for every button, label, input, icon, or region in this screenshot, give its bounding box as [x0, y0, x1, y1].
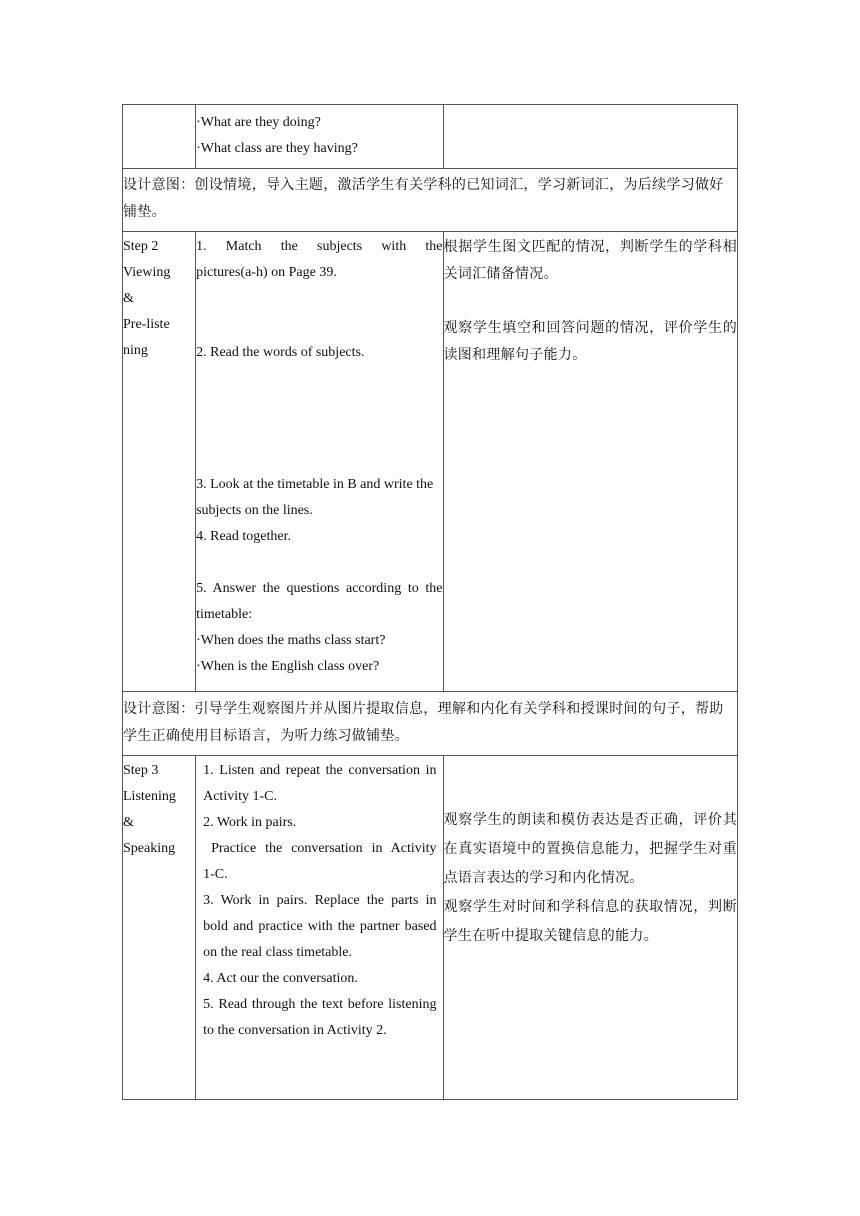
activity-cell — [196, 105, 443, 169]
table-row — [123, 692, 738, 756]
step-label-line: Pre-liste — [123, 317, 170, 332]
step-label-cell — [123, 756, 196, 1100]
activity-item: on the real class timetable. — [203, 945, 352, 960]
activity-question: ·What are they doing? — [196, 115, 321, 130]
activity-item: 3. Look at the timetable in B and write the — [196, 477, 434, 492]
activity-item: 5. Answer the questions according to the — [196, 581, 443, 596]
table-row — [123, 105, 738, 169]
assessment-text: 根据学生图文匹配的情况，判断学生的学科相关词汇储备情况。 — [443, 239, 737, 282]
assessment-text: 观察学生的朗读和模仿表达是否正确，评价其在真实语境中的置换信息能力，把握学生对重点语言表达的学习和内化情况。 — [443, 812, 737, 886]
activity-item: 3. Work in pairs. Replace the parts in — [203, 893, 437, 908]
lesson-plan-table — [122, 104, 738, 1100]
assessment-cell — [443, 232, 738, 692]
step-label-cell — [123, 232, 196, 692]
activity-cell — [196, 756, 443, 1100]
activity-item: timetable: — [196, 607, 253, 622]
activity-item: 4. Act our the conversation. — [203, 971, 358, 986]
step-label-line: Step 3 — [123, 763, 159, 778]
activity-item: 1-C. — [203, 867, 228, 882]
step-label-line: Viewing — [123, 265, 171, 280]
activity-item: 2. Work in pairs. — [203, 815, 297, 830]
activity-item: bold and practice with the partner based — [203, 919, 437, 934]
step-cell-empty — [123, 105, 196, 169]
table-row — [123, 756, 738, 1100]
design-intent: 设计意图：引导学生观察图片并从图片提取信息，理解和内化有关学科和授课时间的句子，帮助学生正确使用目标语言，为听力练习做铺垫。 — [123, 692, 738, 756]
activity-item: 5. Read through the text before listening — [203, 997, 437, 1012]
activity-question: ·When does the maths class start? — [196, 633, 386, 648]
activity-item: pictures(a-h) on Page 39. — [196, 265, 337, 280]
assessment-cell — [443, 756, 738, 1100]
activity-item: 2. Read the words of subjects. — [196, 345, 365, 360]
step-label-line: ning — [123, 343, 148, 358]
step-label-line: Listening — [123, 789, 176, 804]
activity-question: ·What class are they having? — [196, 141, 358, 156]
activity-cell — [196, 232, 443, 692]
design-intent: 设计意图：创设情境，导入主题，激活学生有关学科的已知词汇，学习新词汇，为后续学习做好铺垫。 — [123, 169, 738, 232]
table-row — [123, 232, 738, 692]
activity-item: Activity 1-C. — [203, 789, 277, 804]
activity-item: subjects on the lines. — [196, 503, 313, 518]
step-label-line: Step 2 — [123, 239, 159, 254]
activity-item: 1. Listen and repeat the conversation in — [203, 763, 437, 778]
activity-item: 4. Read together. — [196, 529, 291, 544]
step-label-line: & — [123, 815, 134, 830]
step-label-line: & — [123, 291, 134, 306]
assessment-text: 观察学生填空和回答问题的情况，评价学生的读图和理解句子能力。 — [443, 320, 737, 363]
assessment-text: 观察学生对时间和学科信息的获取情况，判断学生在听中提取关键信息的能力。 — [443, 899, 737, 944]
activity-item: to the conversation in Activity 2. — [203, 1023, 387, 1038]
table-row — [123, 169, 738, 232]
activity-item: 1. Match the subjects with the — [196, 239, 443, 254]
step-label-line: Speaking — [123, 841, 176, 856]
activity-item: Practice the conversation in Activity — [211, 841, 437, 856]
activity-question: ·When is the English class over? — [196, 659, 380, 674]
assessment-cell-empty — [443, 105, 738, 169]
